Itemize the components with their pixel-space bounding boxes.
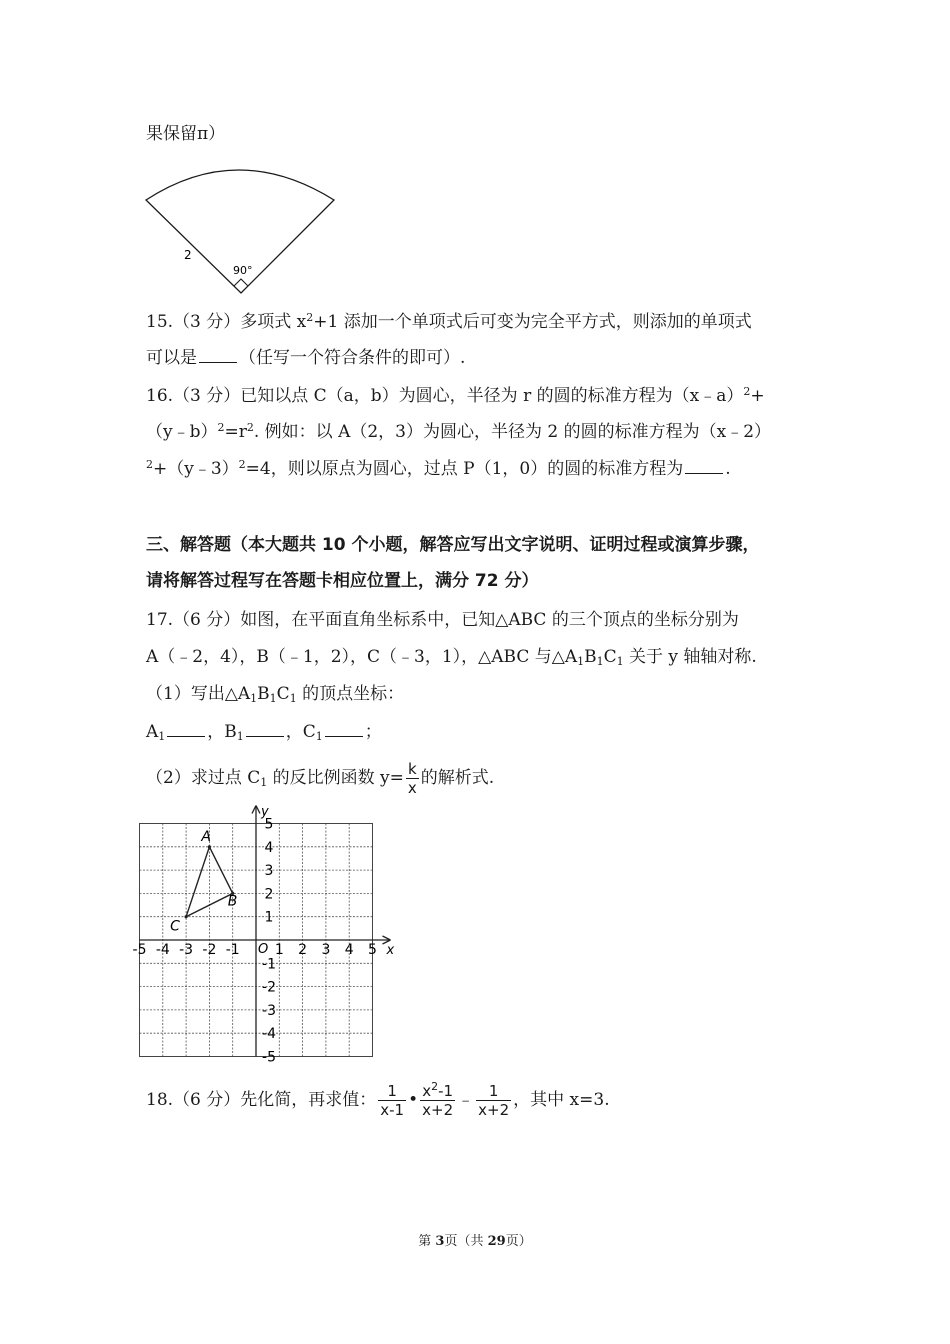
section3-heading-line1: 三、解答题（本大题共 10 个小题，解答应写出文字说明、证明过程或演算步骤， [146, 535, 760, 555]
coordinate-grid-chart [132, 800, 410, 1068]
fraction-k-over-x: $\frac{k}{x}$ [407, 760, 417, 797]
page-footer: 第 3页（共 29页） [418, 1234, 532, 1249]
triangle-abc [186, 847, 233, 917]
point-c [185, 915, 188, 918]
answer-blank-b1[interactable] [246, 722, 284, 737]
point-label-c: C [170, 918, 180, 935]
y-tick-label: 4 [264, 839, 274, 856]
y-axis-label: y [261, 804, 269, 820]
q18-line: 18.（6 分）先化简，再求值： $\frac{1}{x-1}$ • $\frac{x^2-1}{x+2}$ ﹣ $\frac{1}{x+2}$ ，其中 x=3. [146, 1080, 610, 1119]
point-label-a: A [201, 828, 211, 845]
x-tick-label: 5 [368, 942, 377, 958]
q16-line2: $(y﹣b)^2=r^2$. 例如：以 A（2，3）为圆心，半径为 2 的圆的标准方程为（x﹣2） [146, 421, 772, 442]
q17-part1: （1）写出$\triangle A_1B_1C_1$ 的顶点坐标： [146, 684, 405, 705]
x-tick-label: -3 [179, 942, 194, 958]
y-tick-label: 5 [264, 816, 274, 833]
answer-blank-a1[interactable] [167, 722, 205, 737]
y-tick-label: -1 [262, 956, 276, 973]
q17-line1: 17.（6 分）如图，在平面直角坐标系中，已知△ABC 的三个顶点的坐标分别为 [146, 610, 739, 630]
angle-label: 90° [233, 264, 253, 277]
y-tick-label: 1 [264, 909, 274, 926]
y-tick-label: -4 [262, 1026, 276, 1043]
q15-line2: 可以是 （任写一个符合条件的即可）. [146, 348, 466, 368]
q17-answer-line: $A_1$ ，$B_1$ ，$C_1$ ； [146, 722, 382, 743]
intro-line: 果保留π） [146, 124, 226, 144]
x-tick-label: -4 [155, 942, 170, 958]
y-tick-label: -3 [262, 1002, 276, 1019]
point-label-b: B [227, 893, 238, 910]
y-tick-label: 3 [264, 863, 274, 880]
y-tick-label: -2 [262, 979, 276, 996]
answer-blank-c1[interactable] [325, 722, 363, 737]
q16-line3: $^2$+（y﹣3）$^2$=4，则以原点为圆心，过点 P（1，0）的圆的标准方程为 . [146, 458, 731, 479]
x-tick-label: 1 [274, 942, 284, 958]
answer-blank-16[interactable] [685, 459, 723, 474]
q17-part2: （2）求过点 $C_1$ 的反比例函数 y= $\frac{k}{x}$ 的解析式. [146, 760, 495, 797]
x-tick-label: 4 [344, 942, 354, 958]
right-angle-mark [234, 279, 248, 286]
x-axis-label: x [386, 943, 395, 958]
origin-label: O [258, 942, 269, 957]
section3-heading-line2: 请将解答过程写在答题卡相应位置上，满分 72 分） [146, 571, 539, 591]
q16-line1: 16.（3 分）已知以点 C（a，b）为圆心，半径为 r 的圆的标准方程为（x﹣a）$^2$+ [146, 385, 765, 406]
x-tick-label: 3 [321, 942, 331, 958]
x-tick-label: -2 [202, 942, 217, 958]
answer-blank-15[interactable] [199, 348, 237, 363]
fraction-2: $\frac{x^2-1}{x+2}$ [422, 1080, 454, 1119]
y-tick-label: -5 [262, 1049, 276, 1066]
q15-line1: 15.（3 分）多项式 $x^2+1$ 添加一个单项式后可变为完全平方式，则添加的单项式 [146, 311, 752, 332]
x-tick-label: -5 [132, 942, 147, 958]
fraction-1: $\frac{1}{x-1}$ [380, 1082, 405, 1119]
x-tick-label: -1 [225, 942, 240, 958]
fraction-3: $\frac{1}{x+2}$ [478, 1082, 510, 1119]
radius-label: 2 [184, 248, 192, 262]
point-a [208, 845, 211, 848]
x-tick-label: 2 [298, 942, 308, 958]
q17-line2: A（﹣2，4），B（﹣1，2），C（﹣3，1），△ABC 与$\triangle A_1B_1C_1$ 关于 y 轴轴对称. [146, 647, 757, 668]
sector-figure [140, 160, 340, 300]
y-tick-label: 2 [264, 886, 274, 903]
